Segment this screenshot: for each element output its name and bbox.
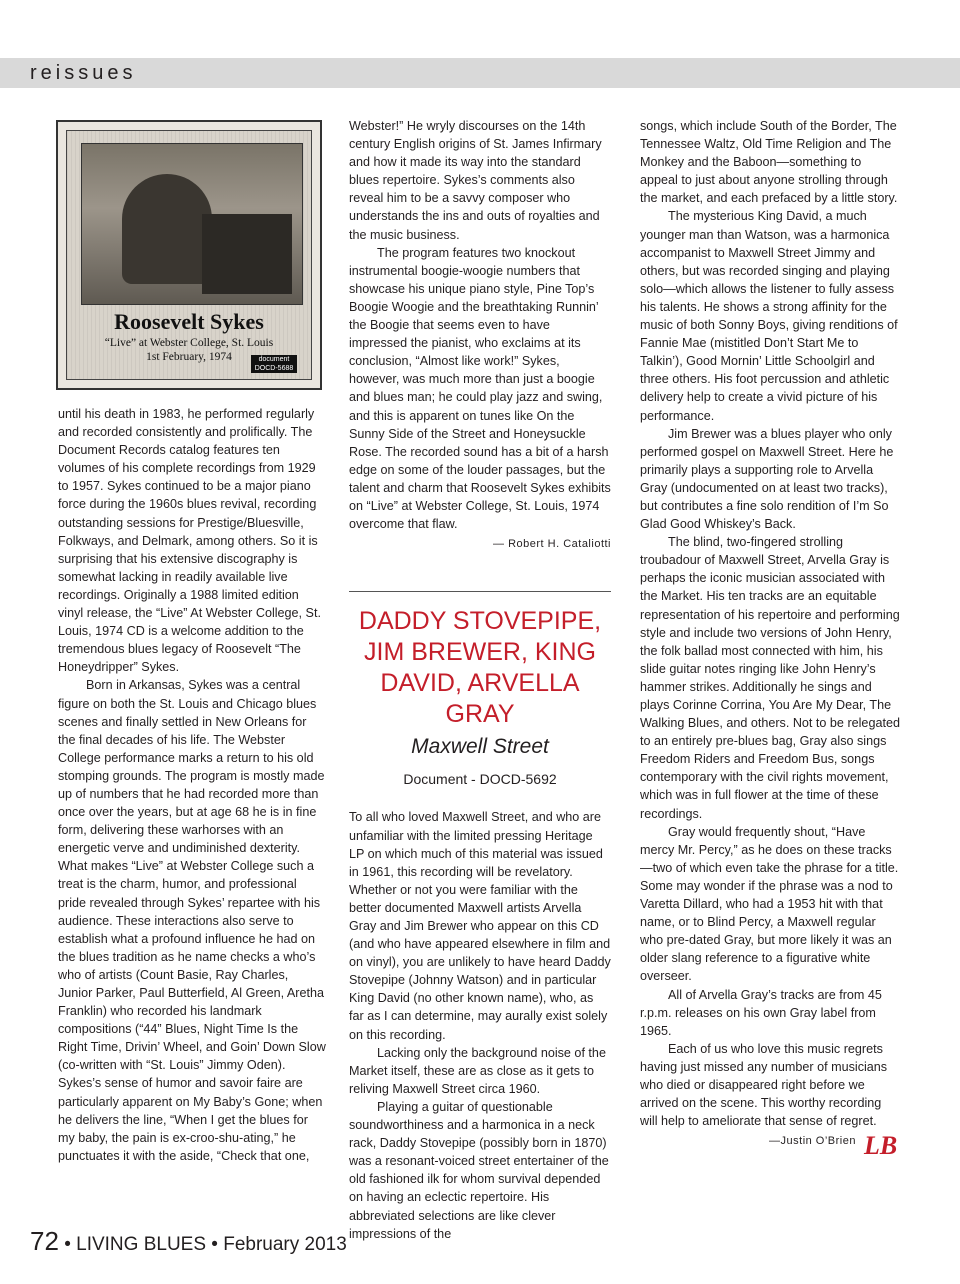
paragraph: The blind, two-fingered strolling troubadour of Maxwell Street, Arvella Gray is perhaps the iconic musician associated with the Market. His ten tracks are an equitable representation of his repertoire and performing style and include two versions of John Henry, the folk ballad most connected with him, his slide guitar notes ringing like John Henry’s hammer strikes. Additionally he sings and plays Corinne Corrina, You Are My Dear, The Walking Blues, and others. Not to be relegated to an entirely pre-blues bag, Gray also sings Freedom Riders and Freedom Bus, songs contemporary with the civil rights movement, which was in full flower at the time of these recordings. xyxy=(640,535,900,821)
paragraph: Born in Arkansas, Sykes was a central figure on both the St. Louis and Chicago blues scenes and finally settled in New Orleans for the final decades of his life. The Webster College performance marks a return to his old stomping grounds. The program is mostly made up of numbers that he had recorded more than once over the years, but at age 68 he is in fine form, delivering these warhorses with an energetic verve and undiminished dexterity. What makes “Live” at Webster College such a treat is the charm, humor, and professional pride revealed through Sykes’ repartee with his audience. These interactions also serve to establish what a profound influence he had on the blues tradition as he name checks a who’s who of artists (Count Basie, Ray Charles, Junior Parker, Paul Butterfield, Al Green, Aretha Franklin) who recorded his landmark compositions (“44” Blues, Night Time Is the Right Time, Drivin’ Wheel, and Goin’ Down Slow (co-written with “St. Louis” Jimmy Oden). Sykes’s sense of humor and savoir faire are particularly apparent on My Baby’s Gone; when he delivers the line, “When I get the blues for my baby, the pain is ex-croo-shu-ating,” he punctuates it with the aside, “Check that one, xyxy=(58,678,326,1163)
logo-mark-text: LB xyxy=(864,1131,898,1160)
column-3 xyxy=(640,117,900,1150)
page-footer xyxy=(30,1226,347,1257)
paragraph: Each of us who love this music regrets having just missed any number of musicians who died or disappeared right before we arrived on the scene. This worthy recording will help to ameliorate that sense of regret. xyxy=(640,1041,888,1129)
paragraph: Playing a guitar of questionable soundworthiness and a harmonica in a neck rack, Daddy Stovepipe (possibly born in 1870) was a resonant-voiced street entertainer of the old fashioned ilk for whom survival depended on having an eclectic repertoire. His abbreviated selections are like clever impressions of the xyxy=(349,1099,609,1241)
paragraph: Lacking only the background noise of the Market itself, these are as close as it gets to reliving Maxwell Street circa 1960. xyxy=(349,1045,606,1096)
headline-line: DAVID, ARVELLA GRAY xyxy=(380,669,580,729)
review-signature: — Robert H. Cataliotti xyxy=(493,538,611,551)
cover-subtitle-line2: 1st February, 1974 xyxy=(146,351,232,363)
paragraph: Gray would frequently shout, “Have mercy Mr. Percy,” as he does on these tracks—two of which even take the phrase for a title. Some may wonder if the phrase was a nod to Varetta Dillard, who had a 1953 hit with that name, or to Blind Percy, a Maxwell regular who pre-dated Gray, but more likely it was an older slang reference to a figurative white overseer. xyxy=(640,824,899,984)
review-signature: —Justin O’Brien xyxy=(769,1135,856,1148)
section-band xyxy=(0,58,960,88)
album-title: Maxwell Street xyxy=(411,735,549,759)
paragraph: All of Arvella Gray’s tracks are from 45 r.p.m. releases on his own Gray label from 1965. xyxy=(640,987,882,1038)
page-number: 72 xyxy=(30,1226,59,1256)
paragraph: The mysterious King David, a much younger man than Watson, was a harmonica accompanist to Maxwell Street Jimmy and others, but was recorded singing and playing solo—which allows the listener to fully assess his talents. He shows a strong affinity for the music of both Sonny Boys, giving renditions of Fannie Mae (mistitled Don’t Start Me to Talkin’), Good Mornin’ Little Schoolgirl and three others. His foot percussion and athletic delivery help to create a vivid picture of his performance. xyxy=(640,209,898,423)
review-headline xyxy=(349,606,611,730)
paragraph: Webster!” He wryly discourses on the 14th century English origins of St. James Infirmary and how it made its way into the standard blues repertoire. Sykes’s comments also reveal him to be a savvy composer who understands the ins and outs of royalties and the music business. xyxy=(349,119,602,242)
cover-catalog-number: DOCD-5688 xyxy=(254,365,294,372)
paragraph: To all who loved Maxwell Street, and who are unfamiliar with the limited pressing Heritage LP on which much of this material was issued in 1961, this recording will be revelatory. Whether or not you were familiar with the better documented Maxwell artists Arvella Gray and Jim Brewer who appear on this CD (and who have appeared elsewhere in film and on vinyl), you are unlikely to have heard Daddy Stovepipe (Johnny Watson) and in particular King David (no other known name), who, as far as I can determine, may aurally exist solely on this recording. xyxy=(349,810,611,1042)
headline-line: JIM BREWER, KING xyxy=(364,638,596,667)
column-2 xyxy=(349,117,611,1243)
cover-photo-figure xyxy=(122,174,212,284)
paragraph: until his death in 1983, he performed regularly and recorded consistently and prolifically. The Document Records catalog features ten volumes of his complete recordings from 1929 to 1957. Sykes continued to be a major piano force during the 1960s blues revival, recording outstanding sessions for Prestige/Bluesville, Folkways, and Delmark, among others. So it is surprising that his extensive discography is somewhat lacking in readily available live recordings. Originally a 1988 limited edition vinyl release, the “Live” At Webster College, St. Louis, 1974 CD is a welcome addition to the tremendous blues legacy of Roosevelt “The Honeydripper” Sykes. xyxy=(58,407,321,675)
paragraph: The program features two knockout instrumental boogie-woogie numbers that showcase his unique piano style, Pine Top’s Boogie Woogie and the breathtaking Runnin’ the Boogie that seems even to have impressed the pianist, who exclaims at its conclusion, “Almost like work!” Sykes, however, was much more than just a boogie and blues man; he could play jazz and swing, and this is apparent on tunes like On the Sunny Side of the Street and Honeysuckle Rose. The recorded sound has a bit of a harsh edge on some of the louder passages, but the talent and charm that Roosevelt Sykes exhibits on “Live” at Webster College, St. Louis, 1974 overcome that flaw. xyxy=(349,245,611,532)
column-1 xyxy=(58,405,326,1165)
living-blues-logo-icon xyxy=(862,1128,902,1160)
cover-title: Roosevelt Sykes xyxy=(114,309,264,334)
album-cover-image xyxy=(56,120,322,390)
paragraph: Jim Brewer was a blues player who only performed gospel on Maxwell Street. Here he primarily plays a supporting role to Arvella Gray (undocumented on at least two tracks), but contributes a fine solo rendition of I’m So Glad Good Whiskey’s Back. xyxy=(640,426,894,532)
cover-subtitle-line1: “Live” at Webster College, St. Louis xyxy=(104,337,274,349)
section-label: reissues xyxy=(30,62,137,84)
cover-photo xyxy=(81,143,303,305)
document-records-logo xyxy=(251,355,297,373)
album-cover-frame xyxy=(66,130,312,380)
footer-text: • LIVING BLUES • February 2013 xyxy=(64,1234,347,1255)
label-catalog: Document - DOCD-5692 xyxy=(403,771,557,788)
section-divider xyxy=(349,591,611,592)
cover-photo-piano xyxy=(202,214,292,294)
headline-line: DADDY STOVEPIPE, xyxy=(358,607,602,636)
paragraph: songs, which include South of the Border, The Tennessee Waltz, Old Time Religion and The Monkey and the Baboon—something to appeal to just about anyone strolling through the market, and each prefaced by a little story. xyxy=(640,119,898,206)
cover-logo-text: document xyxy=(258,356,290,363)
